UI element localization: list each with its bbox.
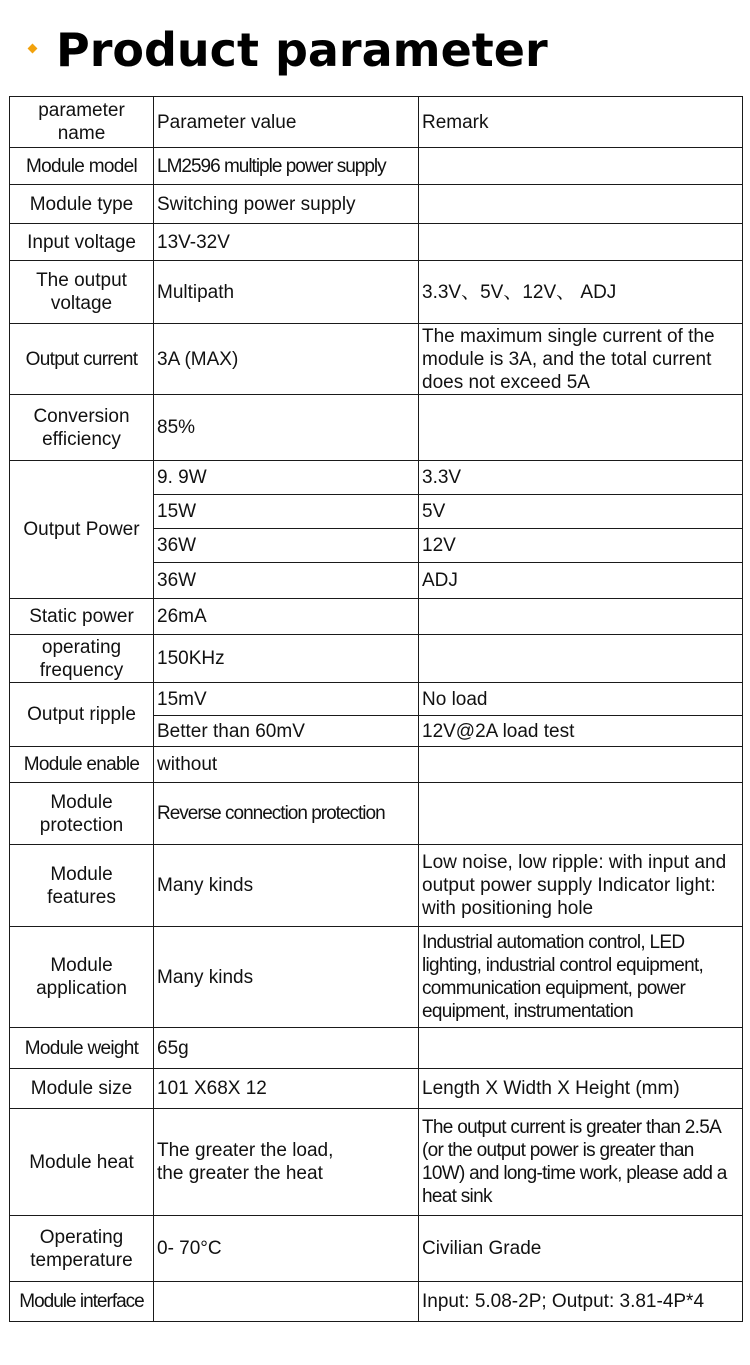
table-row: [10, 148, 743, 185]
param-value: The greater the load, the greater the heat: [154, 1109, 419, 1216]
param-remark: [419, 1028, 743, 1069]
param-value: LM2596 multiple power supply: [154, 148, 419, 185]
param-name: Module application: [10, 927, 154, 1028]
param-name: Output Power: [10, 461, 154, 599]
param-value: 36W: [154, 529, 419, 563]
page-title: Product parameter: [56, 23, 548, 77]
param-value: 65g: [154, 1028, 419, 1069]
param-remark: [419, 148, 743, 185]
header-remark: Remark: [419, 97, 743, 148]
table-header-row: [10, 97, 743, 148]
param-name: Module interface: [10, 1282, 154, 1322]
param-value: Better than 60mV: [154, 716, 419, 747]
param-remark: [419, 395, 743, 461]
param-remark: Civilian Grade: [419, 1216, 743, 1282]
param-remark: No load: [419, 683, 743, 716]
table-row: [10, 395, 743, 461]
param-name: Output current: [10, 324, 154, 395]
table-row: [10, 683, 743, 716]
header-parameter-value: Parameter value: [154, 97, 419, 148]
param-name: The output voltage: [10, 261, 154, 324]
param-value: without: [154, 747, 419, 783]
param-name: Conversion efficiency: [10, 395, 154, 461]
param-name: Static power: [10, 599, 154, 635]
param-remark: The output current is greater than 2.5A (or the output power is greater than 10W) and long-time work, please add a heat sink: [419, 1109, 743, 1216]
param-remark: The maximum single current of the module is 3A, and the total current does not exceed 5A: [419, 324, 743, 395]
table-row: [10, 927, 743, 1028]
table-row: [10, 1282, 743, 1322]
param-name: Operating temperature: [10, 1216, 154, 1282]
param-remark: [419, 185, 743, 224]
param-value: 9. 9W: [154, 461, 419, 495]
param-remark: Low noise, low ripple: with input and output power supply Indicator light: with positioning hole: [419, 845, 743, 927]
param-remark: [419, 747, 743, 783]
table-row: [10, 599, 743, 635]
table-row: [10, 1028, 743, 1069]
table-row: [10, 1069, 743, 1109]
param-name: Module model: [10, 148, 154, 185]
table-row: [10, 261, 743, 324]
table-row: [10, 461, 743, 495]
param-value: Multipath: [154, 261, 419, 324]
param-remark: [419, 783, 743, 845]
param-name: Module weight: [10, 1028, 154, 1069]
table-row: [10, 783, 743, 845]
table-row: [10, 185, 743, 224]
param-value: 15W: [154, 495, 419, 529]
param-remark: 12V@2A load test: [419, 716, 743, 747]
param-name: Input voltage: [10, 224, 154, 261]
param-remark: 12V: [419, 529, 743, 563]
param-remark: Industrial automation control, LED lighting, industrial control equipment, communication equipment, power equipment, instrumentation: [419, 927, 743, 1028]
param-value: Many kinds: [154, 927, 419, 1028]
param-remark: 3.3V: [419, 461, 743, 495]
param-name: Module type: [10, 185, 154, 224]
param-value: Switching power supply: [154, 185, 419, 224]
param-value: 150KHz: [154, 635, 419, 683]
param-name: Module features: [10, 845, 154, 927]
page-header: [0, 0, 750, 96]
param-value: Many kinds: [154, 845, 419, 927]
param-value: 0- 70°C: [154, 1216, 419, 1282]
param-name: Module enable: [10, 747, 154, 783]
param-value: 26mA: [154, 599, 419, 635]
param-name: Module size: [10, 1069, 154, 1109]
param-value: 3A (MAX): [154, 324, 419, 395]
table-row: [10, 224, 743, 261]
table-row: [10, 1216, 743, 1282]
table-row: [10, 324, 743, 395]
param-remark: 3.3V、5V、12V、 ADJ: [419, 261, 743, 324]
table-row: [10, 635, 743, 683]
param-value: 36W: [154, 563, 419, 599]
param-remark: [419, 599, 743, 635]
param-remark: Input: 5.08-2P; Output: 3.81-4P*4: [419, 1282, 743, 1322]
param-value: 101 X68X 12: [154, 1069, 419, 1109]
header-parameter-name: parameter name: [10, 97, 154, 148]
param-remark: Length X Width X Height (mm): [419, 1069, 743, 1109]
param-remark: [419, 224, 743, 261]
param-name: Output ripple: [10, 683, 154, 747]
param-value: 13V-32V: [154, 224, 419, 261]
param-remark: [419, 635, 743, 683]
table-row: [10, 747, 743, 783]
param-value: 85%: [154, 395, 419, 461]
param-value: Reverse connection protection: [154, 783, 419, 845]
table-row: [10, 1109, 743, 1216]
param-value: [154, 1282, 419, 1322]
table-row: [10, 845, 743, 927]
param-value: 15mV: [154, 683, 419, 716]
param-name: Module protection: [10, 783, 154, 845]
param-remark: ADJ: [419, 563, 743, 599]
param-name: Module heat: [10, 1109, 154, 1216]
parameter-table: [9, 96, 743, 1322]
diamond-bullet-icon: [28, 44, 38, 54]
param-remark: 5V: [419, 495, 743, 529]
param-name: operating frequency: [10, 635, 154, 683]
